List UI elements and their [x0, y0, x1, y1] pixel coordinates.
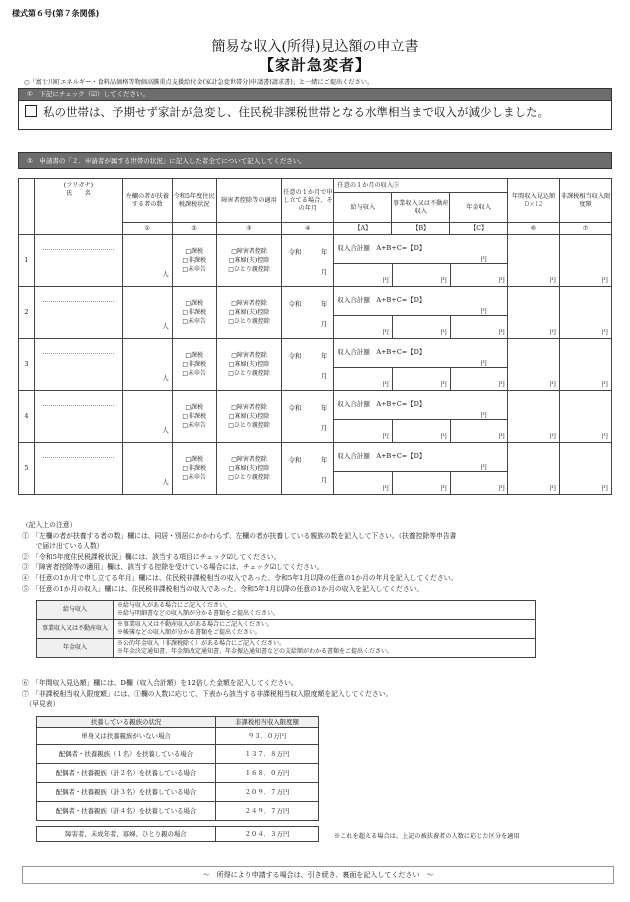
- furigana-divider: [43, 405, 114, 406]
- declaration-checkbox[interactable]: [25, 105, 37, 117]
- sum-label: 収入合計額 A+B+C=【D】: [337, 296, 426, 304]
- note-line: で届け出ている人数）: [22, 542, 104, 551]
- dependents-cell[interactable]: [122, 339, 172, 391]
- income-cell: [334, 287, 508, 339]
- row-number: 5: [19, 443, 35, 495]
- header-furigana: (フリガナ): [63, 182, 94, 189]
- pension-yen[interactable]: 円: [498, 432, 505, 440]
- income-type-label: 事業収入又は不動産収入: [37, 620, 114, 639]
- tax-status-cell: [172, 391, 216, 443]
- limit-row-value: １３７．８万円: [216, 745, 319, 764]
- month-cell[interactable]: [282, 339, 334, 391]
- header-month: 任意の１か月で申し立てる場合、その年月: [282, 179, 334, 223]
- limit-special-label: 障害者、未成年者、寡婦、ひとり親の場合: [37, 827, 216, 842]
- limit-quick-table: [36, 716, 319, 821]
- month-cell[interactable]: [282, 235, 334, 287]
- income-type-desc: ※公的年金収入（非課税除く）がある場合にご記入ください。: [117, 640, 286, 647]
- limit-cell[interactable]: [560, 287, 612, 339]
- income-type-desc: ※事業収入又は不動産収入がある場合にご記入ください。: [117, 621, 274, 628]
- deduction-option-widow[interactable]: □寡婦(夫)控除: [228, 465, 270, 472]
- header-salary: 給与収入: [334, 193, 392, 223]
- name-cell[interactable]: [34, 287, 122, 339]
- business-yen[interactable]: 円: [440, 432, 447, 440]
- limit-cell[interactable]: [560, 391, 612, 443]
- header-monthly-income: 任意の１か月の収入⑤: [334, 179, 508, 193]
- tax-status-cell: [172, 443, 216, 495]
- income-cell: [334, 391, 508, 443]
- tax-status-cell: [172, 235, 216, 287]
- note-line: ② 「令和5年度住民税課税状況」欄には、該当する項目にチェック☑してください。: [22, 552, 281, 561]
- notes-title: （記入上の注意）: [22, 521, 77, 529]
- header-annual-sub: D×12: [524, 200, 543, 208]
- month-label: 月: [320, 424, 328, 432]
- limit-row-value: ２４９．７万円: [216, 802, 319, 821]
- income-type-desc: ※帳簿などの収入額が分かる書類をご提出ください。: [117, 629, 262, 636]
- annual-cell[interactable]: [508, 235, 560, 287]
- salary-yen[interactable]: 円: [382, 328, 389, 336]
- footer-note: ～ 所得により申請する場合は、引き続き、裏面を記入してください ～: [22, 866, 614, 884]
- salary-yen[interactable]: 円: [382, 380, 389, 388]
- income-cell: [334, 339, 508, 391]
- tax-option-undeclared[interactable]: □未申告: [182, 422, 206, 429]
- sum-label: 収入合計額 A+B+C=【D】: [337, 348, 426, 356]
- header-tax-status: 令和5年度住民税課税状況: [172, 179, 216, 223]
- row-number: 1: [19, 235, 35, 287]
- deduction-option-single-parent[interactable]: □ひとり親控除: [228, 318, 270, 325]
- note-line: ⑥ 「年間収入見込額」欄には、D欄（収入合計額）を12倍した金額を記入してください。: [22, 679, 298, 687]
- sum-label: 収入合計額 A+B+C=【D】: [337, 244, 426, 252]
- header-n7: ⑦: [560, 223, 612, 235]
- tax-status-cell: [172, 339, 216, 391]
- tax-option-nontaxable[interactable]: □非課税: [182, 309, 206, 316]
- limit-cell[interactable]: [560, 235, 612, 287]
- year-label: 年: [320, 352, 328, 360]
- header-no: [19, 179, 35, 235]
- month-label: 月: [320, 476, 328, 484]
- tax-option-nontaxable[interactable]: □非課税: [182, 361, 206, 368]
- header-limit: 非課税相当収入限度額: [560, 179, 612, 223]
- submission-note: ○「富士川町エネルギー・食料品価格等物価高騰重点支援給付金(家計急変世帯分)申請書(請求書)」と一緒にご提出ください。: [24, 79, 374, 86]
- header-n3: ③: [216, 223, 282, 235]
- business-yen[interactable]: 円: [440, 380, 447, 388]
- limit-special-table: [36, 826, 319, 842]
- sum-label: 収入合計額 A+B+C=【D】: [337, 452, 426, 460]
- dependents-cell[interactable]: [122, 391, 172, 443]
- table-row: [19, 443, 612, 495]
- row-number: 2: [19, 287, 35, 339]
- tax-option-undeclared[interactable]: □未申告: [182, 370, 206, 377]
- annual-cell[interactable]: [508, 287, 560, 339]
- section1-label: ① 下記にチェック（☑）してください。: [27, 90, 149, 98]
- household-table: [18, 178, 612, 495]
- pension-yen[interactable]: 円: [498, 484, 505, 492]
- limit-special-value: ２０４．３万円: [216, 827, 319, 842]
- instructions-continued: [22, 678, 612, 710]
- era-label: 令和: [288, 404, 302, 412]
- limit-row-label: 配偶者・扶養親族（計３名）を扶養している場合: [37, 783, 216, 802]
- limit-cell[interactable]: [560, 339, 612, 391]
- sum-yen: 円: [480, 463, 487, 471]
- deduction-option-widow[interactable]: □寡婦(夫)控除: [228, 361, 270, 368]
- table-row: [19, 391, 612, 443]
- income-type-label: 年金収入: [37, 639, 114, 658]
- limit-row-label: 単身又は扶養親族がいない場合: [37, 728, 216, 745]
- year-label: 年: [320, 456, 328, 464]
- header-pension: 年金収入: [450, 193, 508, 223]
- salary-yen[interactable]: 円: [382, 276, 389, 284]
- tax-option-taxable[interactable]: □課税: [185, 404, 203, 411]
- deduction-option-widow[interactable]: □寡婦(夫)控除: [228, 413, 270, 420]
- limit-yen: 円: [601, 380, 608, 388]
- tax-option-taxable[interactable]: □課税: [185, 456, 203, 463]
- header-n4: ④: [282, 223, 334, 235]
- tax-option-undeclared[interactable]: □未申告: [182, 474, 206, 481]
- tax-option-taxable[interactable]: □課税: [185, 248, 203, 255]
- header-n1: ①: [122, 223, 172, 235]
- business-yen[interactable]: 円: [440, 276, 447, 284]
- name-cell[interactable]: [34, 443, 122, 495]
- business-yen[interactable]: 円: [440, 328, 447, 336]
- table-row: [19, 287, 612, 339]
- note-line: ③ 「障害者控除等の適用」欄は、該当する控除を受けている場合には、チェック☑してください。: [22, 563, 324, 572]
- people-unit: 人: [162, 270, 169, 278]
- limit-yen: 円: [601, 484, 608, 492]
- limit-row-label: 配偶者・扶養親族（計４名）を扶養している場合: [37, 802, 216, 821]
- header-a: 【A】: [334, 223, 392, 235]
- pension-yen[interactable]: 円: [498, 328, 505, 336]
- sum-yen: 円: [480, 359, 487, 367]
- limit-row-label: 配偶者・扶養親族（１名）を扶養している場合: [37, 745, 216, 764]
- income-type-desc: ※給与収入がある場合にご記入ください。: [117, 602, 232, 609]
- income-types-table: [36, 600, 536, 658]
- header-name-label: 氏 名: [66, 190, 91, 197]
- deduction-option-single-parent[interactable]: □ひとり親控除: [228, 474, 270, 481]
- limit-yen: 円: [601, 328, 608, 336]
- header-n2: ②: [172, 223, 216, 235]
- limit-cell[interactable]: [560, 443, 612, 495]
- income-cell: [334, 235, 508, 287]
- furigana-divider: [43, 353, 114, 354]
- era-label: 令和: [288, 352, 302, 360]
- note-line: ① 「左欄の者が扶養する者の数」欄には、同居・別居にかかわらず、左欄の者が扶養している親族の数を記入して下さい。（扶養控除等申告書: [22, 531, 457, 540]
- deduction-cell: [216, 339, 282, 391]
- era-label: 令和: [288, 456, 302, 464]
- furigana-divider: [43, 249, 114, 250]
- deduction-option-disability[interactable]: □障害者控除: [231, 404, 267, 411]
- salary-yen[interactable]: 円: [382, 484, 389, 492]
- page-title: 簡易な収入(所得)見込額の申立書: [211, 39, 419, 55]
- name-cell[interactable]: [34, 339, 122, 391]
- row-number: 4: [19, 391, 35, 443]
- tax-status-cell: [172, 287, 216, 339]
- year-label: 年: [320, 404, 328, 412]
- tax-option-undeclared[interactable]: □未申告: [182, 318, 206, 325]
- deduction-option-disability[interactable]: □障害者控除: [231, 248, 267, 255]
- note-line: （早見表）: [22, 700, 60, 709]
- limit-row-value: ２０９．７万円: [216, 783, 319, 802]
- note-line: ⑤ 「任意の1か月の収入」欄には、住民税非課税相当の収入であった、令和5年1月以降の任意の1か月の収入を記入してください。: [22, 584, 424, 593]
- page-subtitle: 【家計急変者】: [258, 56, 371, 74]
- header-business: 事業収入又は不動産収入: [392, 193, 450, 223]
- header-c: 【C】: [450, 223, 508, 235]
- limit-row-value: １６８．０万円: [216, 764, 319, 783]
- note-line: ④ 「任意の1か月で申し立てる年月」欄には、住民税非課税相当の収入であった、令和5年1月以降の任意の1か月の年月を記入してください。: [22, 573, 458, 582]
- month-label: 月: [320, 372, 328, 380]
- annual-cell[interactable]: [508, 339, 560, 391]
- month-cell[interactable]: [282, 391, 334, 443]
- header-deduction: 障害者控除等の適用: [216, 179, 282, 223]
- income-cell: [334, 443, 508, 495]
- deduction-option-widow[interactable]: □寡婦(夫)控除: [228, 309, 270, 316]
- declaration-text: 私の世帯は、予期せず家計が急変し、住民税非課税世帯となる水準相当まで収入が減少しました。: [43, 105, 549, 119]
- limit-special-note: ※これを超える場合は、上記の被扶養者の人数に応じた区分を適用: [334, 833, 520, 840]
- pension-yen[interactable]: 円: [498, 276, 505, 284]
- table-row: [19, 339, 612, 391]
- tax-option-nontaxable[interactable]: □非課税: [182, 465, 206, 472]
- header-annual-label: 年間収入見込額: [511, 192, 556, 200]
- sum-yen: 円: [480, 307, 487, 315]
- sum-yen: 円: [480, 255, 487, 263]
- month-label: 月: [320, 268, 328, 276]
- business-yen[interactable]: 円: [440, 484, 447, 492]
- annual-cell[interactable]: [508, 391, 560, 443]
- limit-row-value: ９３．０万円: [216, 728, 319, 745]
- sum-label: 収入合計額 A+B+C=【D】: [337, 400, 426, 408]
- dependents-cell[interactable]: [122, 287, 172, 339]
- era-label: 令和: [288, 300, 302, 308]
- income-type-label: 給与収入: [37, 601, 114, 620]
- section2-label: ② 申請書の「２．申請者が属する世帯の状況」に記入した者全てについて記入してください。: [27, 157, 306, 165]
- dependents-cell[interactable]: [122, 443, 172, 495]
- table-row: [19, 235, 612, 287]
- tax-option-nontaxable[interactable]: □非課税: [182, 257, 206, 264]
- name-cell[interactable]: [34, 235, 122, 287]
- form-number: 様式第６号(第７条関係): [12, 9, 100, 18]
- annual-yen: 円: [549, 484, 557, 492]
- header-annual: [508, 179, 560, 223]
- deduction-option-disability[interactable]: □障害者控除: [231, 352, 267, 359]
- limit-yen: 円: [601, 432, 608, 440]
- deduction-option-single-parent[interactable]: □ひとり親控除: [228, 422, 270, 429]
- furigana-divider: [43, 457, 114, 458]
- pension-yen[interactable]: 円: [498, 380, 505, 388]
- era-label: 令和: [288, 248, 302, 256]
- deduction-cell: [216, 443, 282, 495]
- name-cell[interactable]: [34, 391, 122, 443]
- sum-yen: 円: [480, 411, 487, 419]
- limit-yen: 円: [601, 276, 608, 284]
- people-unit: 人: [162, 478, 169, 486]
- deduction-option-disability[interactable]: □障害者控除: [231, 300, 267, 307]
- tax-option-undeclared[interactable]: □未申告: [182, 266, 206, 273]
- deduction-cell: [216, 235, 282, 287]
- tax-option-taxable[interactable]: □課税: [185, 300, 203, 307]
- deduction-option-single-parent[interactable]: □ひとり親控除: [228, 370, 270, 377]
- instructions: [22, 520, 612, 594]
- people-unit: 人: [162, 426, 169, 434]
- declaration-box: [18, 100, 612, 130]
- salary-yen[interactable]: 円: [382, 432, 389, 440]
- deduction-option-widow[interactable]: □寡婦(夫)控除: [228, 257, 270, 264]
- income-type-desc: ※年金決定通知書、年金額改定通知書、年金振込通知書などの支給額がわかる書類をご提出ください。: [117, 648, 394, 655]
- people-unit: 人: [162, 374, 169, 382]
- deduction-cell: [216, 391, 282, 443]
- annual-yen: 円: [549, 380, 557, 388]
- limit-header-right: 非課税相当収入限度額: [216, 717, 319, 728]
- people-unit: 人: [162, 322, 169, 330]
- furigana-divider: [43, 301, 114, 302]
- income-type-desc: ※給与明細書などの収入額が分かる書類をご提出ください。: [117, 610, 280, 617]
- note-line: ⑦ 「非課税相当収入限度額」には、①欄の人数に応じて、下表から該当する非課税相当収入限度額を記入してください。: [22, 689, 393, 698]
- deduction-option-disability[interactable]: □障害者控除: [231, 456, 267, 463]
- deduction-cell: [216, 287, 282, 339]
- section2-bar: [18, 152, 612, 169]
- month-cell[interactable]: [282, 443, 334, 495]
- row-number: 3: [19, 339, 35, 391]
- dependents-cell[interactable]: [122, 235, 172, 287]
- month-cell[interactable]: [282, 287, 334, 339]
- header-n6: ⑥: [508, 223, 560, 235]
- limit-header-left: 扶養している親族の状況: [37, 717, 216, 728]
- header-b: 【B】: [392, 223, 450, 235]
- year-label: 年: [320, 248, 328, 256]
- annual-yen: 円: [549, 328, 557, 336]
- deduction-option-single-parent[interactable]: □ひとり親控除: [228, 266, 270, 273]
- annual-yen: 円: [549, 432, 557, 440]
- header-name: [34, 179, 122, 235]
- annual-yen: 円: [549, 276, 557, 284]
- year-label: 年: [320, 300, 328, 308]
- month-label: 月: [320, 320, 328, 328]
- limit-row-label: 配偶者・扶養親族（計２名）を扶養している場合: [37, 764, 216, 783]
- tax-option-nontaxable[interactable]: □非課税: [182, 413, 206, 420]
- tax-option-taxable[interactable]: □課税: [185, 352, 203, 359]
- annual-cell[interactable]: [508, 443, 560, 495]
- header-dependents: 左欄の者が扶養する者の数: [122, 179, 172, 223]
